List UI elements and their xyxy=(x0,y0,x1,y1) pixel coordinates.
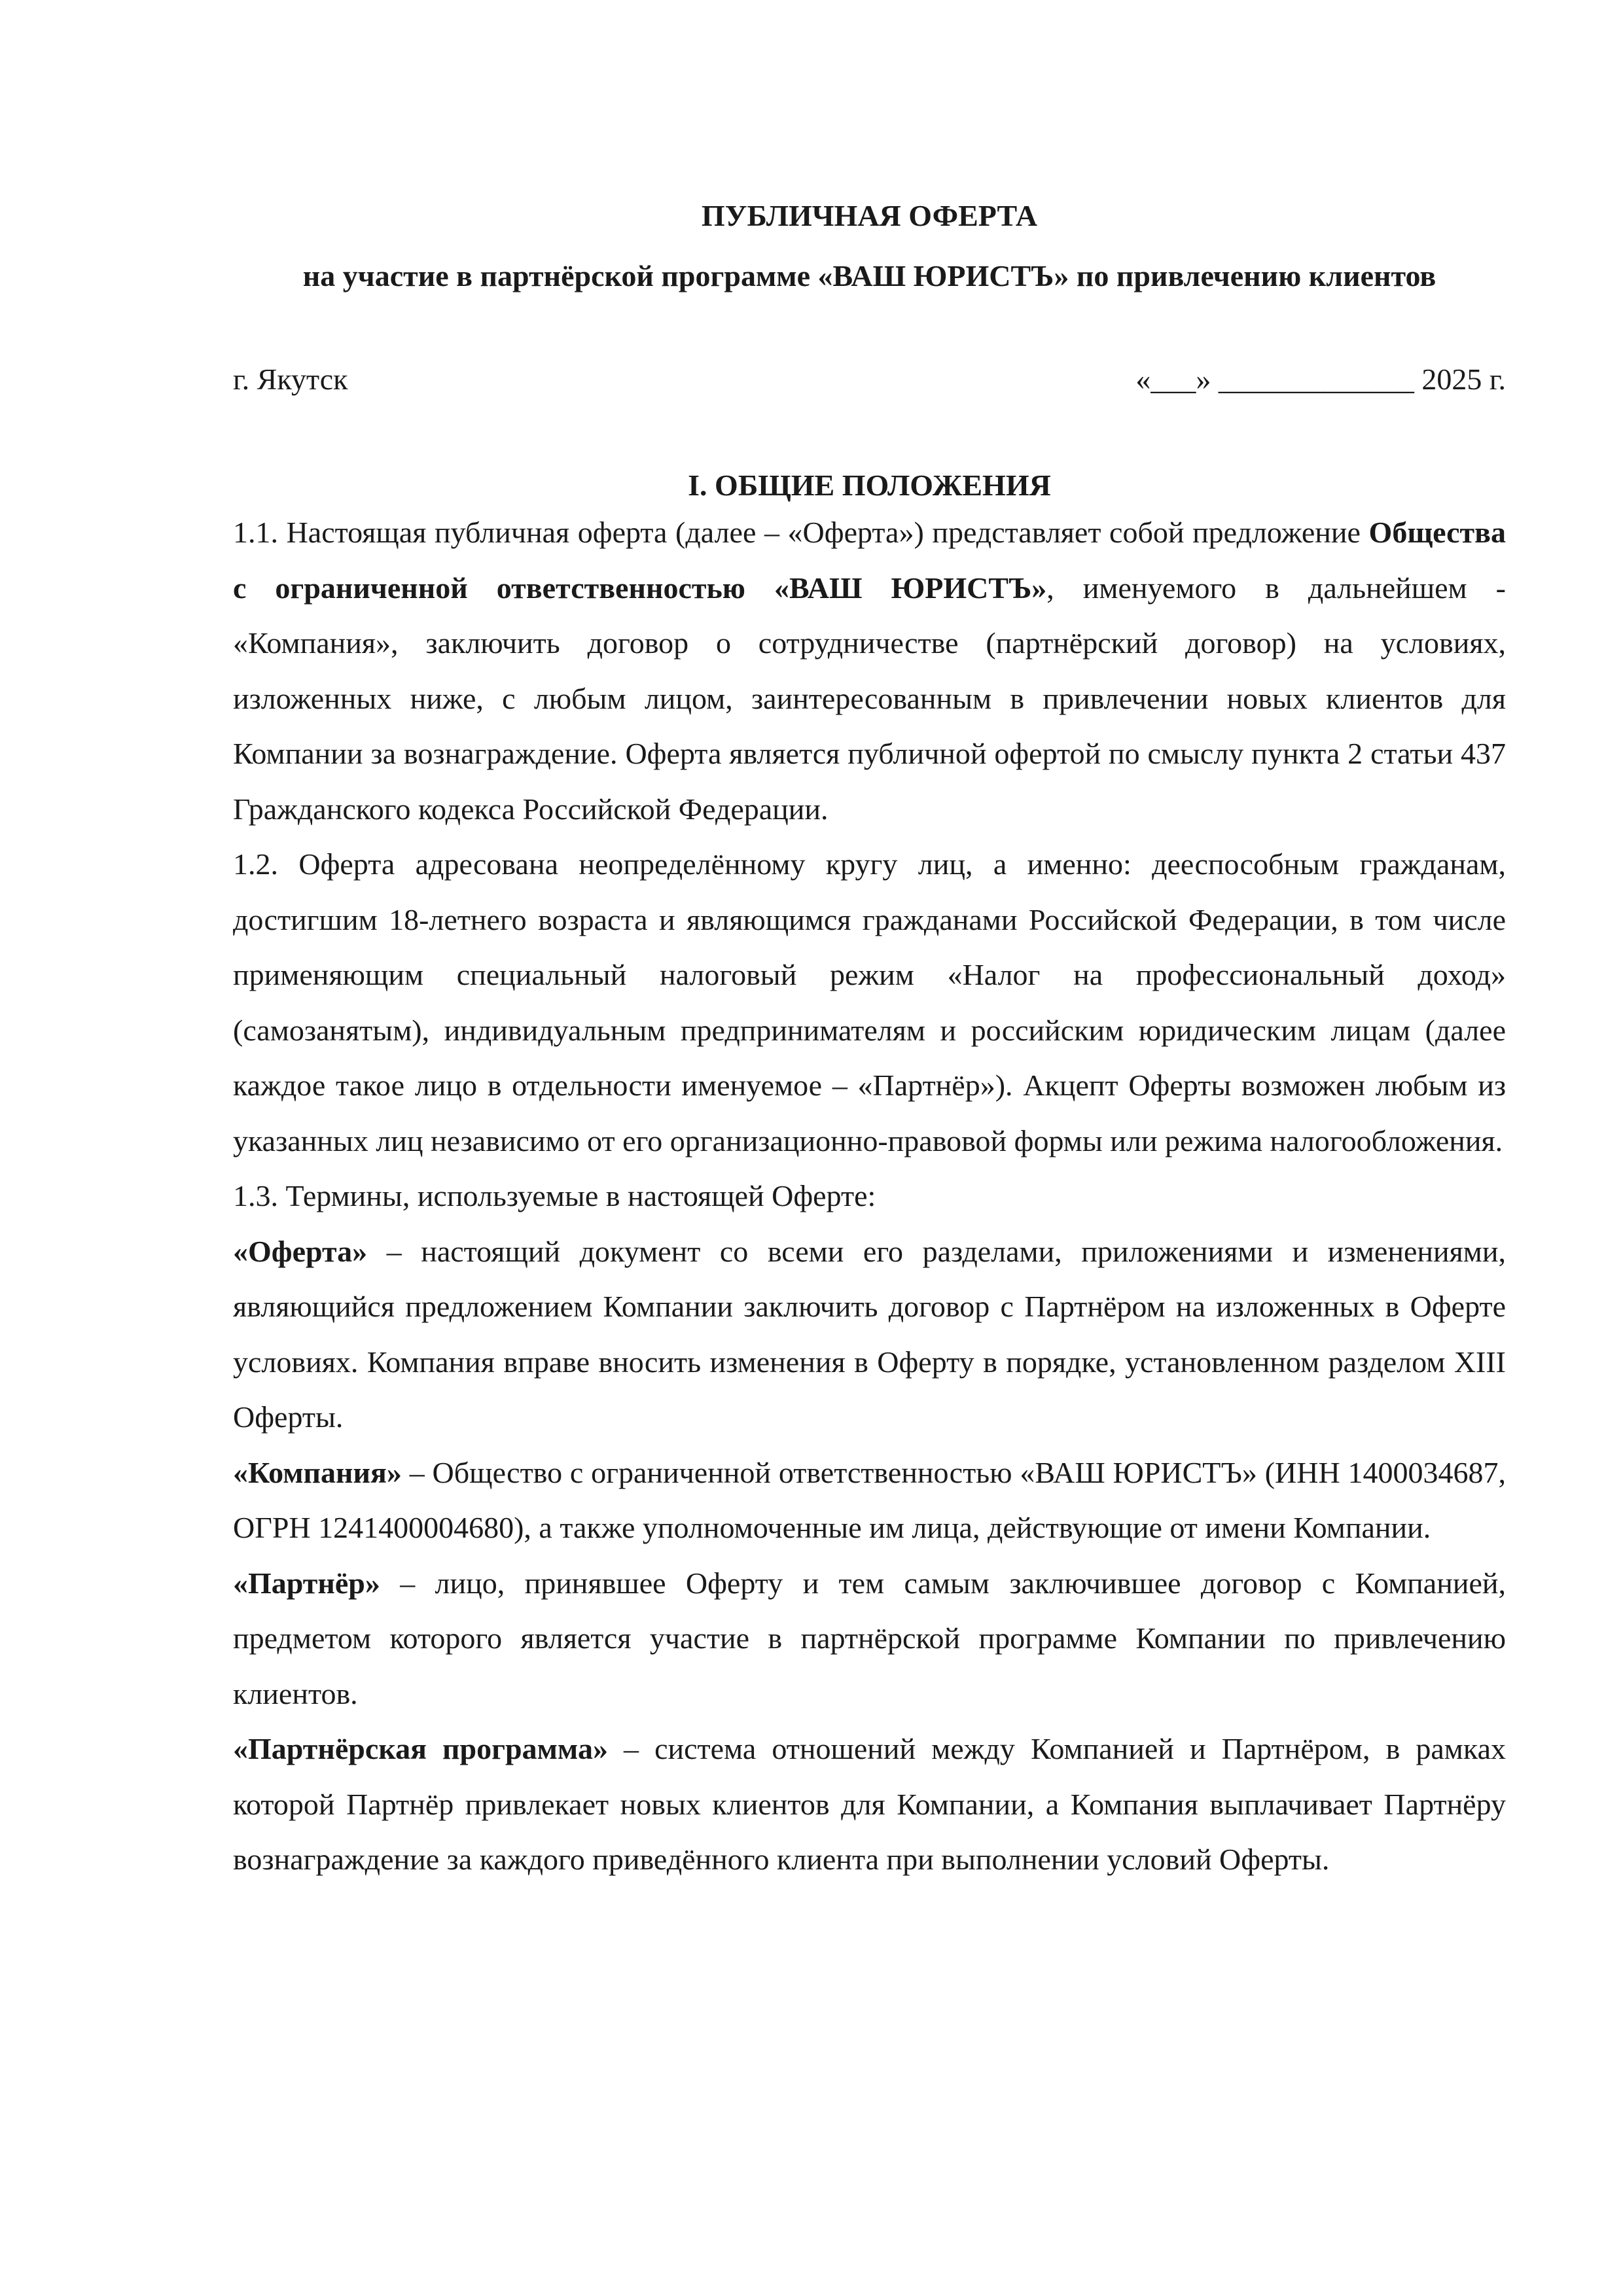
company-name-bold: Общества с ограниченной ответственностью «ВАШ ЮРИСТЪ» xyxy=(233,516,1506,605)
term-definition: – система отношений между Компанией и Партнёром, в рамках которой Партнёр привлекает новых клиентов для Компании, а Компания выплачивает Партнёру вознаграждение за каждого приведённого клиента при выполнении условий Оферты. xyxy=(233,1732,1506,1876)
term-label: «Оферта» xyxy=(233,1234,368,1268)
paragraph-1-1 xyxy=(233,505,1506,837)
term-definition: – Общество с ограниченной ответственностью «ВАШ ЮРИСТЪ» (ИНН 1400034687, ОГРН 1241400004680), а также уполномоченные им лица, действующие от имени Компании. xyxy=(233,1455,1506,1544)
place-date-row xyxy=(233,360,1506,399)
date: «___» _____________ 2025 г. xyxy=(1135,362,1506,396)
document-page xyxy=(233,196,1506,1888)
term-partner xyxy=(233,1556,1506,1722)
paragraph-1-1-start: 1.1. Настоящая публичная оферта (далее – «Оферта») представляет собой предложение xyxy=(233,516,1369,549)
document-title: ПУБЛИЧНАЯ ОФЕРТА xyxy=(701,199,1038,232)
term-label: «Партнёрская программа» xyxy=(233,1732,608,1765)
term-definition: – лицо, принявшее Оферту и тем самым заключившее договор с Компанией, предметом которого является участие в партнёрской программе Компании по привлечению клиентов. xyxy=(233,1566,1506,1710)
document-subtitle: на участие в партнёрской программе «ВАШ ЮРИСТЪ» по привлечению клиентов xyxy=(302,259,1436,292)
section-title: I. ОБЩИЕ ПОЛОЖЕНИЯ xyxy=(688,468,1051,502)
term-label: «Партнёр» xyxy=(233,1566,380,1600)
term-partner-program xyxy=(233,1722,1506,1888)
city: г. Якутск xyxy=(233,362,348,396)
paragraph-1-3: 1.3. Термины, используемые в настоящей Оферте: xyxy=(233,1179,876,1212)
term-company xyxy=(233,1445,1506,1556)
term-definition: – настоящий документ со всеми его разделами, приложениями и изменениями, являющийся предложением Компании заключить договор с Партнёром на изложенных в Оферте условиях. Компания вправе вносить изменения в Оферту в порядке, установленном разделом XIII Оферты. xyxy=(233,1234,1506,1434)
term-label: «Компания» xyxy=(233,1455,402,1489)
term-offer xyxy=(233,1224,1506,1445)
paragraph-1-2: 1.2. Оферта адресована неопределённому кругу лиц, а именно: дееспособным гражданам, достигшим 18-летнего возраста и являющимся гражданами Российской Федерации, в том числе применяющим специальный налоговый режим «Налог на профессиональный доход» (самозанятым), индивидуальным предпринимателям и российским юридическим лицам (далее каждое такое лицо в отдельности именуемое – «Партнёр»). Акцепт Оферты возможен любым из указанных лиц независимо от его организационно-правовой формы или режима налогообложения. xyxy=(233,847,1506,1157)
paragraph-1-1-end: , именуемого в дальнейшем - «Компания», заключить договор о сотрудничестве (партнёрский договор) на условиях, изложенных ниже, с любым лицом, заинтересованным в привлечении новых клиентов для Компании за вознаграждение. Оферта является публичной офертой по смыслу пункта 2 статьи 437 Гражданского кодекса Российской Федерации. xyxy=(233,571,1506,826)
